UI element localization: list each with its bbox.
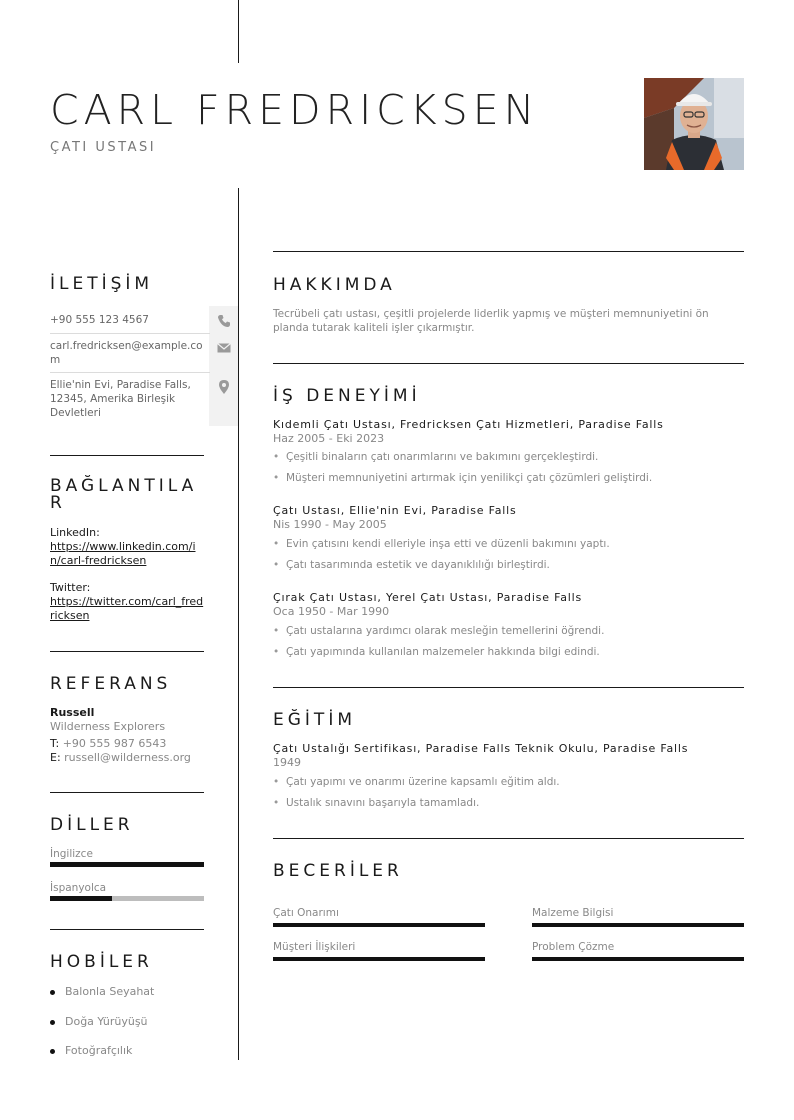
contact-divider — [50, 333, 210, 334]
mail-icon — [216, 340, 232, 356]
job-date: Nis 1990 - May 2005 — [273, 518, 387, 531]
experience-heading: İŞ DENEYİMİ — [273, 386, 421, 406]
section-rule — [273, 687, 744, 688]
sidebar-rule — [50, 929, 204, 930]
job-bullet: • Çeşitli binaların çatı onarımlarını ve bakımını gerçekleştirdi. — [273, 451, 599, 463]
education-date: 1949 — [273, 756, 301, 769]
about-text: Tecrübeli çatı ustası, çeşitli projelerde liderlik yapmış ve müşteri memnuniyetini ön planda tutarak kaliteli işler çıkarmıştır. — [273, 308, 709, 334]
bullet-dot — [50, 1020, 55, 1025]
job-bullet: • Çatı yapımında kullanılan malzemeler hakkında bilgi edindi. — [273, 646, 600, 658]
reference-org: Wilderness Explorers — [50, 720, 166, 733]
job-bullet: • Çatı ustalarına yardımcı olarak mesleğin temellerini öğrendi. — [273, 625, 605, 637]
sidebar-rule — [50, 455, 204, 456]
contact-phone: +90 555 123 4567 — [50, 314, 149, 326]
reference-email-value: russell@wilderness.org — [64, 751, 191, 764]
skill-level-bar — [532, 923, 744, 927]
job-bullet-text: Evin çatısını kendi elleriyle inşa etti ve düzenli bakımını yaptı. — [286, 538, 610, 550]
education-title: Çatı Ustalığı Sertifikası, Paradise Falls Teknik Okulu, Paradise Falls — [273, 742, 689, 755]
language-level-bar — [50, 896, 204, 901]
hobby-label: Fotoğrafçılık — [65, 1044, 133, 1057]
language-name: İspanyolca — [50, 882, 107, 894]
reference-phone-label: T: — [50, 737, 60, 750]
job-bullet-text: Müşteri memnuniyetini artırmak için yenilikçi çatı çözümleri geliştirdi. — [286, 472, 653, 484]
job-bullet-text: Çatı ustalarına yardımcı olarak mesleğin temellerini öğrendi. — [286, 625, 605, 637]
reference-heading: REFERANS — [50, 674, 172, 694]
twitter-label: Twitter: — [50, 581, 91, 594]
section-rule — [273, 251, 744, 252]
job-date: Haz 2005 - Eki 2023 — [273, 432, 385, 445]
language-name: İngilizce — [50, 848, 93, 860]
bullet-dot — [50, 990, 55, 995]
skill-level-bar — [532, 957, 744, 961]
hobby-label: Balonla Seyahat — [65, 985, 155, 998]
language-level-bar — [50, 862, 204, 867]
job-bullet-text: Çatı yapımında kullanılan malzemeler hakkında bilgi edindi. — [286, 646, 600, 658]
contact-divider — [50, 372, 210, 373]
job-bullet: • Müşteri memnuniyetini artırmak için yenilikçi çatı çözümleri geliştirdi. — [273, 472, 653, 484]
contact-heading: İLETİŞİM — [50, 274, 154, 294]
reference-email — [50, 751, 191, 764]
job-title: Kıdemli Çatı Ustası, Fredricksen Çatı Hizmetleri, Paradise Falls — [273, 418, 664, 431]
job-title: Çırak Çatı Ustası, Yerel Çatı Ustası, Paradise Falls — [273, 591, 582, 604]
education-bullet: • Ustalık sınavını başarıyla tamamladı. — [273, 797, 480, 809]
sidebar-rule — [50, 792, 204, 793]
skill-level-bar — [273, 957, 485, 961]
twitter-link[interactable]: https://twitter.com/carl_fredricksen — [50, 595, 204, 622]
column-divider-line — [238, 188, 239, 1060]
phone-icon — [216, 313, 232, 329]
reference-name: Russell — [50, 706, 95, 719]
reference-phone — [50, 737, 166, 750]
hobbies-heading: HOBİLER — [50, 952, 153, 972]
education-heading: EĞİTİM — [273, 710, 356, 730]
linkedin-link[interactable]: https://www.linkedin.com/in/carl-fredricksen — [50, 540, 196, 567]
bullet-dot — [50, 1049, 55, 1054]
job-date: Oca 1950 - Mar 1990 — [273, 605, 390, 618]
profile-photo — [644, 78, 744, 170]
languages-heading: DİLLER — [50, 815, 134, 835]
job-bullet: • Evin çatısını kendi elleriyle inşa etti ve düzenli bakımını yaptı. — [273, 538, 610, 550]
links-heading: BAĞLANTILAR — [50, 476, 198, 513]
job-bullet-text: Çeşitli binaların çatı onarımlarını ve bakımını gerçekleştirdi. — [286, 451, 599, 463]
skill-name: Malzeme Bilgisi — [532, 907, 614, 919]
job-title: Çatı Ustası, Ellie'nin Evi, Paradise Falls — [273, 504, 517, 517]
skill-name: Problem Çözme — [532, 941, 615, 953]
sidebar-rule — [50, 651, 204, 652]
contact-address: Ellie'nin Evi, Paradise Falls, 12345, Amerika Birleşik Devletleri — [50, 379, 191, 419]
section-rule — [273, 838, 744, 839]
education-bullet-text: Çatı yapımı ve onarımı üzerine kapsamlı eğitim aldı. — [286, 776, 560, 788]
linkedin-label: LinkedIn: — [50, 526, 100, 539]
contact-email: carl.fredricksen@example.com — [50, 340, 203, 366]
language-level-fill — [50, 896, 112, 901]
language-level-fill — [50, 862, 204, 867]
location-icon — [216, 379, 232, 395]
job-bullet-text: Çatı tasarımında estetik ve dayanıklılığı birleştirdi. — [286, 559, 550, 571]
hobby-label: Doğa Yürüyüşü — [65, 1015, 148, 1028]
candidate-name: CARL FREDRICKSEN — [50, 86, 540, 134]
candidate-title: ÇATI USTASI — [50, 140, 157, 155]
about-heading: HAKKIMDA — [273, 275, 396, 295]
skill-name: Çatı Onarımı — [273, 907, 339, 919]
skill-level-bar — [273, 923, 485, 927]
reference-phone-value: +90 555 987 6543 — [62, 737, 167, 750]
skills-heading: BECERİLER — [273, 861, 403, 881]
job-bullet: • Çatı tasarımında estetik ve dayanıklılığı birleştirdi. — [273, 559, 550, 571]
education-bullet-text: Ustalık sınavını başarıyla tamamladı. — [286, 797, 480, 809]
education-bullet: • Çatı yapımı ve onarımı üzerine kapsamlı eğitim aldı. — [273, 776, 560, 788]
skill-name: Müşteri İlişkileri — [273, 941, 356, 953]
top-divider-line — [238, 0, 239, 63]
reference-email-label: E: — [50, 751, 61, 764]
section-rule — [273, 363, 744, 364]
